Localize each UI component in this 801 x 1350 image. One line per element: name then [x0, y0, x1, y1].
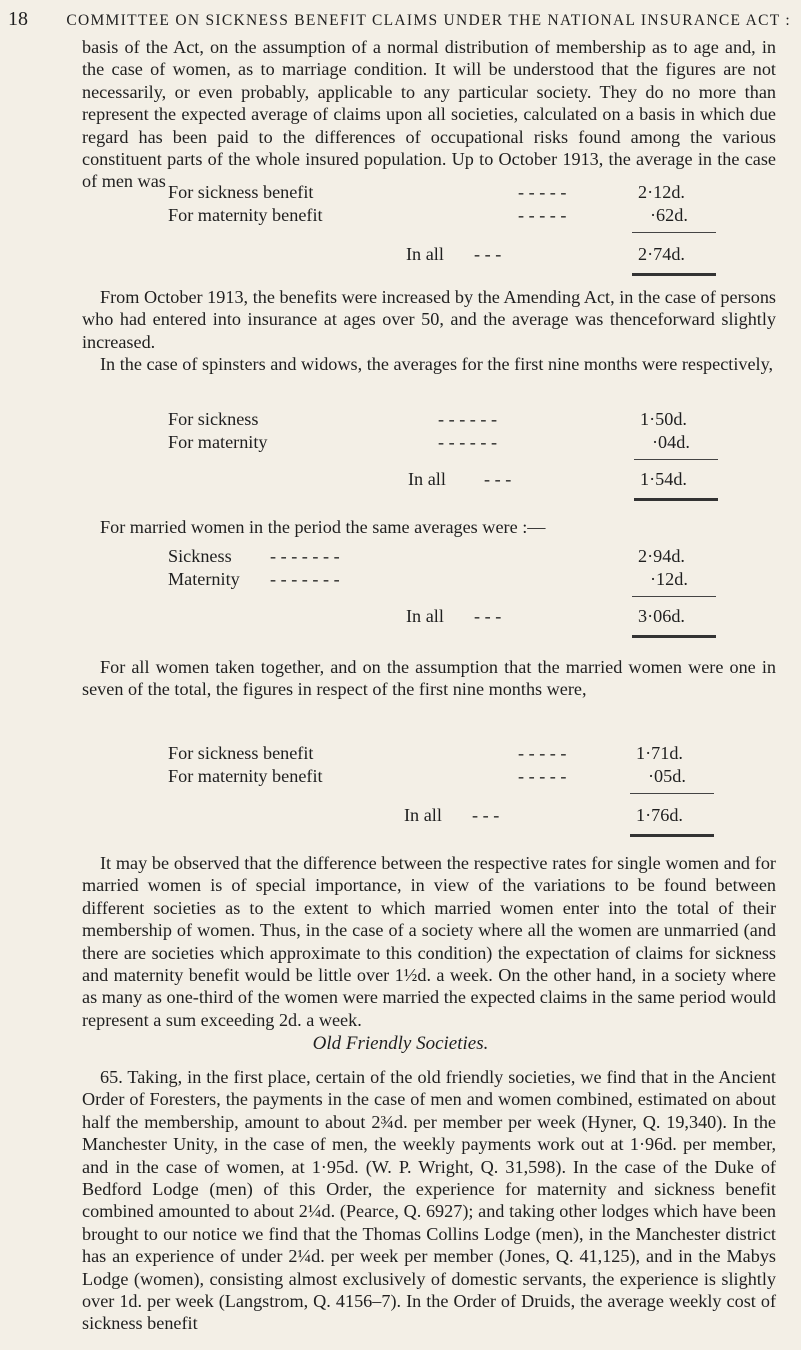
observed-paragraph: It may be observed that the difference between the respective rates for single women and for married women is of special importance, in view of the variations to be found between different societies as to the extent to which married women enter into the total of their membership of women. Thus, in the case of a society where all the women are unmarried (and there are societies which approximate to this condition) the expectation of claims for sickness and maternity benefit would be little over 1½d. a week. On the other hand, in a society where as many as one-third of the women were married the expected claims in the same period would represent a sum exceeding 2d. a week. — [82, 853, 776, 1030]
row-value: 1·71d. — [636, 743, 683, 763]
total-label: In all — [404, 805, 442, 825]
row-leaders: - - - - - - — [438, 409, 498, 429]
paragraph-65: 65. Taking, in the first place, certain of the old friendly societies, we find that in the Ancient Order of Foresters, the payments in the case of men and women combined, estimated on about half the membership, amount to about 2¾d. per member per week (Hyner, Q. 19,340). In the Manchester Unity, in the case of men, the weekly payments work out at 1·96d. per member, and in the case of women, at 1·95d. (W. P. Wright, Q. 31,598). In the case of the Duke of Bedford Lodge (men) of this Order, the experience for maternity and sickness benefit combined amounted to about 2¼d. (Pearce, Q. 6927); and taking other lodges which have been brought to our notice we find that the Thomas Collins Lodge (men), in the Manchester district has an experience of under 2¼d. per week per member (Jones, Q. 41,125), and in the Mabys Lodge (women), consisting almost exclusively of domestic servants, the experience is slightly over 1d. per week (Langstrom, Q. 4156–7). In the Order of Druids, the average weekly cost of sickness benefit — [82, 1067, 776, 1334]
row-value: 2·94d. — [638, 546, 685, 566]
row-leaders: - - - - - — [518, 766, 567, 786]
subtotal-rule — [632, 232, 716, 233]
subtotal-rule — [632, 596, 716, 597]
spinsters-paragraph: In the case of spinsters and widows, the averages for the first nine months were respectively, — [100, 354, 774, 374]
running-title: COMMITTEE ON SICKNESS BENEFIT CLAIMS UNDER THE NATIONAL INSURANCE ACT : — [66, 12, 791, 29]
total-rule — [632, 273, 716, 276]
total-leaders: - - - — [472, 805, 500, 825]
row-label: For sickness benefit — [168, 182, 314, 202]
total-rule — [632, 635, 716, 638]
total-value: 1·54d. — [640, 469, 687, 489]
subtotal-rule — [634, 459, 718, 460]
total-rule — [630, 834, 714, 837]
row-value: ·12d. — [650, 569, 688, 589]
page-number: 18 — [8, 8, 28, 30]
row-leaders: - - - - - - - — [270, 546, 340, 566]
row-label: For maternity — [168, 432, 268, 452]
row-value: 2·12d. — [638, 182, 685, 202]
row-leaders: - - - - - - - — [270, 569, 340, 589]
row-label: Sickness — [168, 546, 232, 566]
row-leaders: - - - - - - — [438, 432, 498, 452]
total-value: 1·76d. — [636, 805, 683, 825]
total-leaders: - - - — [474, 244, 502, 264]
row-label: For maternity benefit — [168, 766, 323, 786]
amending-paragraph: From October 1913, the benefits were increased by the Amending Act, in the case of persons who had entered into insurance at ages over 50, and the average was thenceforward slightly increased. — [82, 287, 776, 352]
row-label: For maternity benefit — [168, 205, 323, 225]
total-value: 2·74d. — [638, 244, 685, 264]
married-paragraph: For married women in the period the same averages were :— — [100, 517, 546, 537]
total-leaders: - - - — [474, 606, 502, 626]
row-leaders: - - - - - — [518, 182, 567, 202]
row-label: For sickness benefit — [168, 743, 314, 763]
row-value: 1·50d. — [640, 409, 687, 429]
row-value: ·05d. — [648, 766, 686, 786]
row-value: ·62d. — [650, 205, 688, 225]
intro-paragraph: basis of the Act, on the assumption of a normal distribution of membership as to age and, in the case of women, as to marriage condition. It will be understood that the figures are not necessarily, or even probably, applicable to any particular society. They do no more than represent the expected average of claims upon all societies, calculated on a basis in which due regard has been paid to the differences of occupational risks found among the various constituent parts of the whole insured population. Up to October 1913, the average in the case of men was — [82, 37, 776, 192]
row-label: For sickness — [168, 409, 259, 429]
page-header — [8, 8, 791, 31]
total-rule — [634, 498, 718, 501]
total-label: In all — [408, 469, 446, 489]
row-leaders: - - - - - — [518, 743, 567, 763]
section-title: Old Friendly Societies. — [312, 1033, 489, 1054]
total-label: In all — [406, 244, 444, 264]
total-label: In all — [406, 606, 444, 626]
subtotal-rule — [630, 793, 714, 794]
row-label: Maternity — [168, 569, 240, 589]
all-women-paragraph: For all women taken together, and on the assumption that the married women were one in seven of the total, the figures in respect of the first nine months were, — [82, 657, 776, 700]
total-leaders: - - - — [484, 469, 512, 489]
row-value: ·04d. — [652, 432, 690, 452]
row-leaders: - - - - - — [518, 205, 567, 225]
total-value: 3·06d. — [638, 606, 685, 626]
